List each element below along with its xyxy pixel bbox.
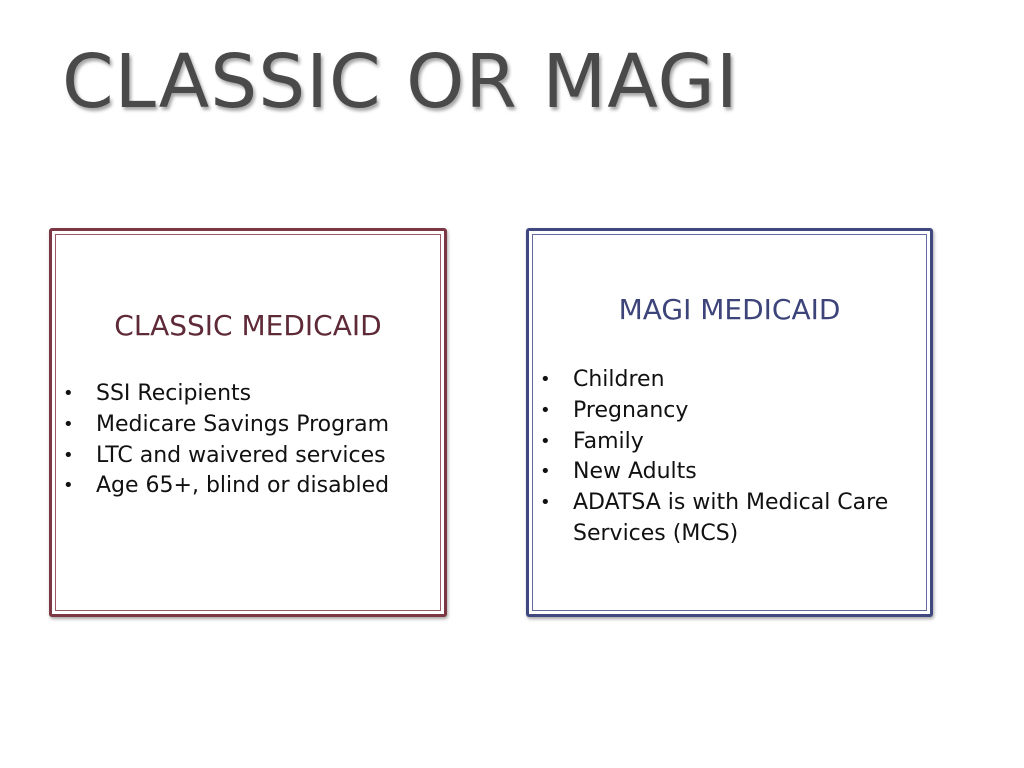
list-item-text: Children (573, 367, 665, 392)
list-item (61, 441, 441, 472)
slide-title: CLASSIC OR MAGI (62, 39, 739, 125)
magi-medicaid-panel (526, 228, 933, 617)
bullet-icon: • (540, 461, 551, 483)
bullet-icon: • (540, 430, 551, 452)
list-item-text: Medicare Savings Program (96, 411, 390, 437)
classic-medicaid-list (61, 379, 441, 502)
bullet-icon: • (540, 492, 551, 514)
list-item (61, 379, 441, 410)
list-item-text: Pregnancy (573, 397, 689, 423)
bullet-icon: • (540, 369, 551, 390)
bullet-icon: • (63, 413, 74, 435)
list-item-text: New Adults (573, 459, 697, 485)
list-item (538, 457, 923, 488)
magi-medicaid-list (538, 365, 923, 550)
bullet-icon: • (540, 399, 551, 421)
bullet-icon: • (63, 383, 74, 404)
magi-medicaid-heading: MAGI MEDICAID (618, 293, 841, 326)
list-item (538, 488, 923, 550)
list-item-text: ADATSA is with Medical Care Services (MCS) (573, 490, 889, 546)
list-item (61, 410, 441, 441)
list-item-text: SSI Recipients (96, 381, 252, 406)
list-item-text: LTC and waivered services (96, 442, 386, 468)
list-item (538, 427, 923, 458)
list-item (538, 365, 923, 396)
list-item-text: Age 65+, blind or disabled (96, 473, 390, 499)
classic-medicaid-panel (49, 228, 447, 617)
list-item (61, 471, 441, 502)
classic-medicaid-heading: CLASSIC MEDICAID (114, 309, 382, 342)
bullet-icon: • (63, 444, 74, 466)
list-item-text: Family (573, 428, 644, 454)
bullet-icon: • (63, 475, 74, 497)
list-item (538, 396, 923, 427)
